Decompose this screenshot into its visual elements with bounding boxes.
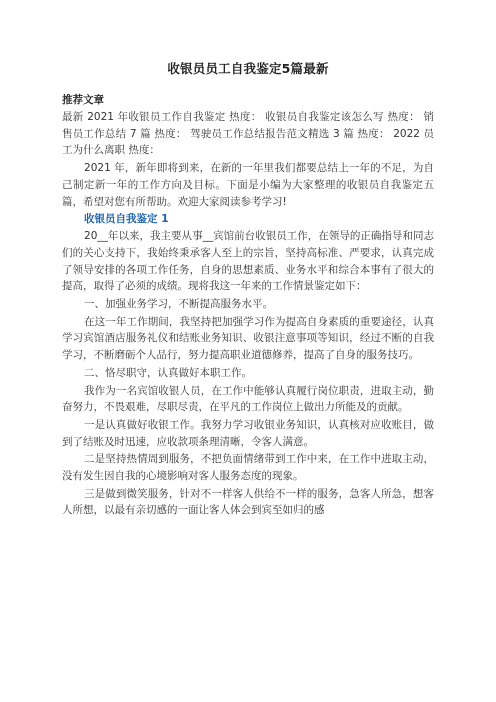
document-title: 收银员员工自我鉴定5篇最新 bbox=[167, 61, 329, 76]
section-title: 收银员自我鉴定 1 bbox=[84, 213, 169, 226]
body-paragraph: 在这一年工作期间，我坚持把加强学习作为提高自身素质的重要途径，认真学习宾馆酒店服务礼仪和结账业务知识、收银注意事项等知识，经过不断的自我学习，不断磨砺个人品行，努力提高职业道德修养，提高了自身的服务技巧。 bbox=[62, 315, 434, 362]
intro-paragraph: 2021 年，新年即将到来，在新的一年里我们都要总结上一年的不足，为自己制定新一年的工作方向及目标。下面是小编为大家整理的收银员自我鉴定五篇，希望对您有所帮助。欢迎大家阅读参考学习! bbox=[62, 162, 434, 208]
recommend-articles[interactable]: 最新 2021 年收银员工作自我鉴定 热度： 收银员自我鉴定该怎么写 热度： 销售员工作总结 7 篇 热度： 驾驶员工作总结报告范文精选 3 篇 热度： 2022 员工为什么离职 热度： bbox=[62, 111, 434, 157]
recommend-heading: 推荐文章 bbox=[62, 94, 104, 106]
body-paragraph: 我作为一名宾馆收银人员，在工作中能够认真履行岗位职责，进取主动，勤奋努力，不畏艰难，尽职尽责，在平凡的工作岗位上做出力所能及的贡献。 bbox=[62, 384, 434, 414]
body-paragraph: 三是做到微笑服务，针对不一样客人供给不一样的服务，急客人所急，想客人所想，以最有亲切感的一面让客人体会到宾至如归的感 bbox=[62, 487, 434, 517]
body-paragraph: 二是坚持热情周到服务，不把负面情绪带到工作中来，在工作中进取主动，没有发生因自我的心境影响对客人服务态度的现象。 bbox=[62, 453, 434, 483]
point-heading: 一、加强业务学习，不断提高服务水平。 bbox=[84, 298, 274, 311]
body-paragraph: 一是认真做好收银工作。我努力学习收银业务知识，认真核对应收账目，做到了结账及时迅速，应收款项条理清晰，令客人满意。 bbox=[62, 418, 434, 448]
document-page bbox=[62, 60, 434, 520]
point-heading: 二、恪尽职守，认真做好本职工作。 bbox=[84, 366, 253, 379]
body-paragraph: 20__年以来，我主要从事__宾馆前台收银员工作，在领导的正确指导和同志们的关心支持下，我始终秉承客人至上的宗旨，坚持高标准、严要求，认真完成了领导安排的各项工作任务，自身的思想素质、业务水平和综合本事有了很大的提高，取得了必须的成绩。现将我这一年来的工作情景鉴定如下： bbox=[62, 230, 434, 293]
